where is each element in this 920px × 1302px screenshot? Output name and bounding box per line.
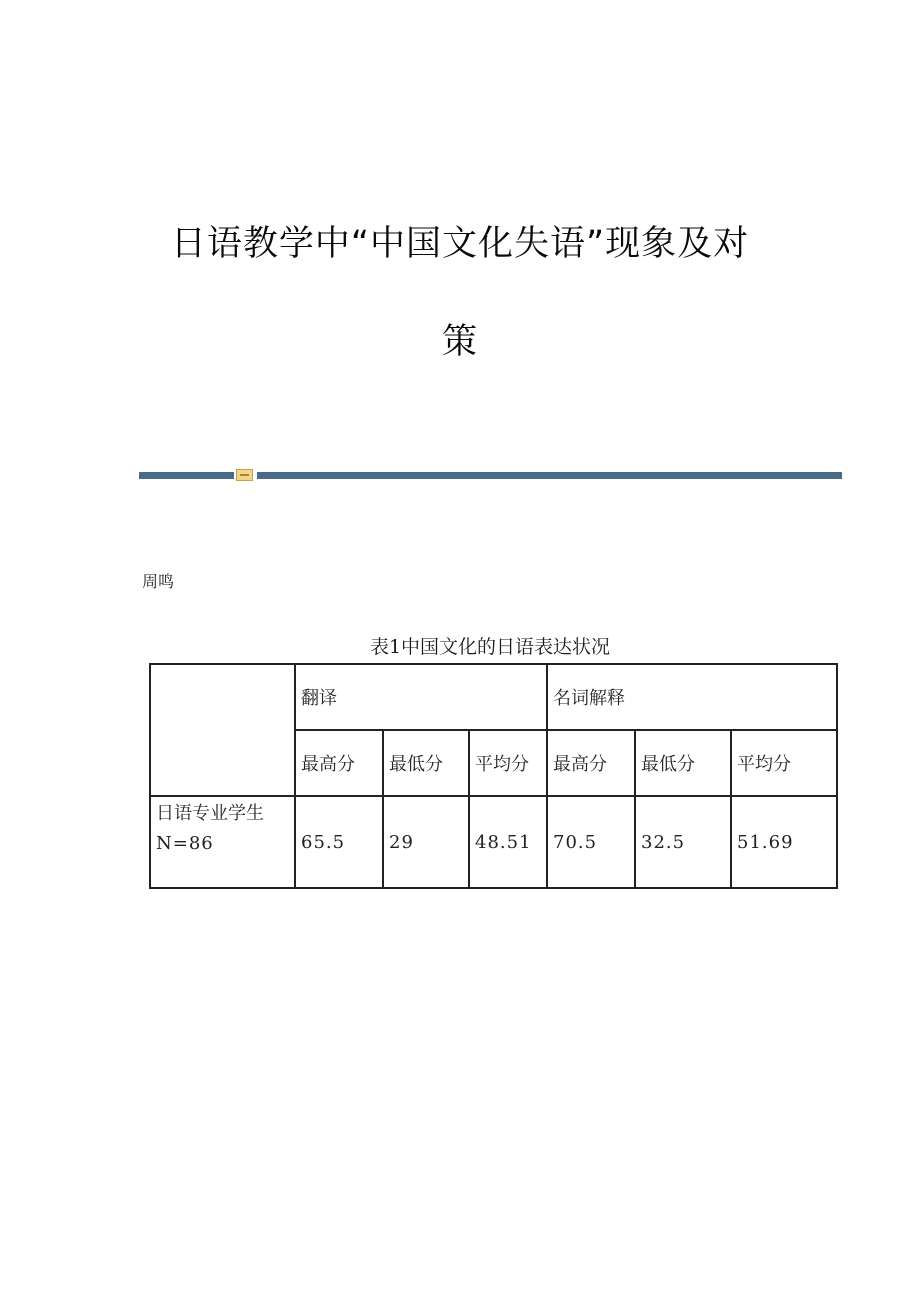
table-corner-cell xyxy=(150,664,295,796)
subheader-cell: 平均分 xyxy=(469,730,547,796)
score-table xyxy=(149,663,838,889)
subheader-cell: 最高分 xyxy=(547,730,635,796)
subheader-cell: 最低分 xyxy=(383,730,469,796)
value-cell: 65.5 xyxy=(295,796,383,888)
value-cell: 32.5 xyxy=(635,796,731,888)
subheader-cell: 平均分 xyxy=(731,730,837,796)
subheader-cell: 最低分 xyxy=(635,730,731,796)
subheader-cell: 最高分 xyxy=(295,730,383,796)
title-divider xyxy=(139,469,842,481)
value-cell: 70.5 xyxy=(547,796,635,888)
group-header-definition: 名词解释 xyxy=(547,664,837,730)
divider-bar-left xyxy=(139,472,234,479)
document-title-line-2: 策 xyxy=(441,322,478,362)
row-label-count: N=86 xyxy=(156,833,214,854)
table-row xyxy=(150,796,837,888)
value-cell: 51.69 xyxy=(731,796,837,888)
divider-ornament-icon xyxy=(236,469,253,481)
value-cell: 29 xyxy=(383,796,469,888)
group-header-translation: 翻译 xyxy=(295,664,547,730)
table-header-row xyxy=(150,664,837,730)
row-label-group: 日语专业学生 xyxy=(156,803,264,824)
table-caption: 表1中国文化的日语表达状况 xyxy=(369,636,611,658)
document-title-line-1: 日语教学中“中国文化失语”现象及对 xyxy=(170,224,750,264)
row-label-cell xyxy=(150,796,295,888)
divider-bar-right xyxy=(257,472,842,479)
author-name: 周鸣 xyxy=(142,572,175,591)
value-cell: 48.51 xyxy=(469,796,547,888)
